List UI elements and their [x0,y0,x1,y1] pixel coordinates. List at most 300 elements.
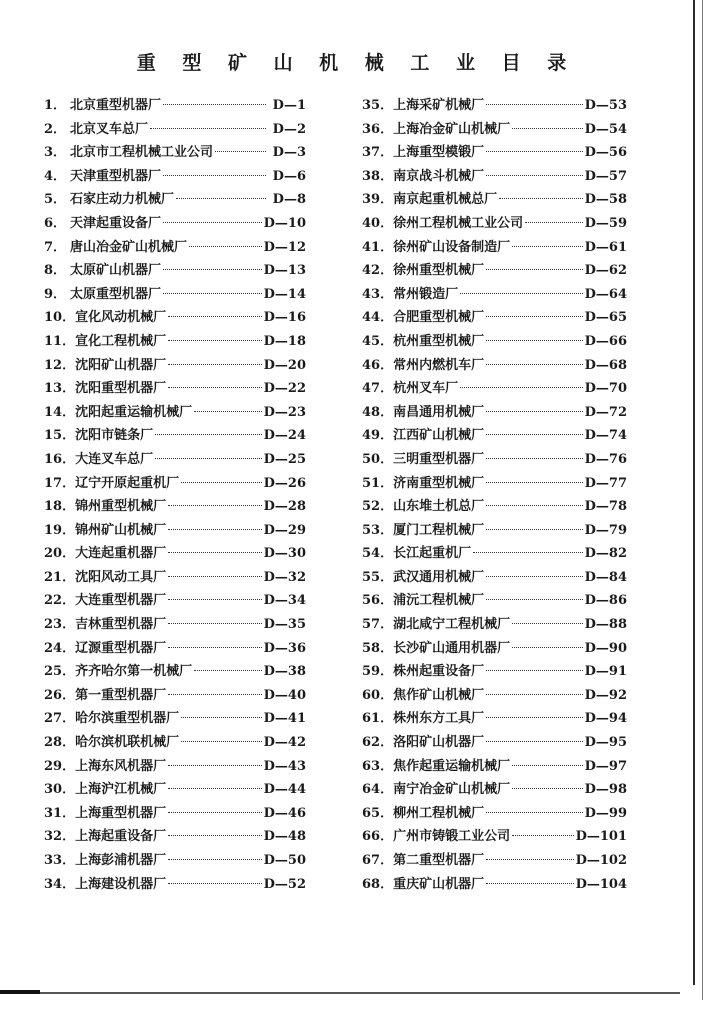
entry-number: 6． [44,215,67,231]
toc-entry [44,802,306,826]
entry-company-name: 辽源重型机器厂 [75,640,167,656]
entry-number: 16． [44,451,76,467]
toc-entry [362,707,627,731]
entry-number: 7． [44,239,67,255]
entry-company-name: 上海重型模锻厂 [393,145,485,161]
entry-page-code: D—92 [584,687,627,703]
entry-company-name: 太原矿山机器厂 [70,263,162,279]
entry-company-name: 合肥重型机械厂 [393,310,485,326]
entry-page-code: D—57 [584,168,627,184]
entry-number: 8． [44,263,67,279]
scan-bottom-line [40,992,680,994]
entry-company-name: 长沙矿山通用机器厂 [393,640,511,656]
entry-page-code: D—3 [272,145,306,161]
entry-company-name: 齐齐哈尔第一机械厂 [75,664,193,680]
dot-leader [486,812,583,813]
entry-number: 38． [362,168,394,184]
toc-entry [362,802,627,826]
dot-leader [512,765,583,766]
entry-page-code: D—79 [584,522,627,538]
entry-company-name: 上海沪江机械厂 [75,782,167,798]
toc-entry [362,141,627,165]
toc-entry [362,94,627,118]
dot-leader [486,505,583,506]
entry-company-name: 常州内燃机车厂 [393,357,485,373]
toc-entry [44,637,306,661]
entry-number: 10． [44,310,76,326]
entry-company-name: 南京起重机械总厂 [393,192,498,208]
entry-number: 15． [44,428,76,444]
dot-leader [163,222,262,223]
dot-leader [486,599,583,600]
dot-leader [512,623,583,624]
entry-number: 31． [44,805,76,821]
entry-company-name: 北京叉车总厂 [70,121,149,137]
entry-page-code: D—88 [584,617,627,633]
toc-entry [362,236,627,260]
entry-number: 67． [362,853,394,868]
dot-leader [486,269,583,270]
dot-leader [155,434,262,435]
entry-company-name: 洛阳矿山机器厂 [393,735,485,751]
dot-leader [473,552,583,553]
entry-company-name: 天津起重设备厂 [70,215,162,231]
entry-company-name: 沈阳重型机器厂 [75,381,167,397]
toc-entry [362,684,627,708]
entry-number: 60． [362,687,394,703]
dot-leader [486,883,573,884]
dot-leader [168,835,262,836]
entry-company-name: 第二重型机器厂 [393,853,485,868]
toc-entry [44,259,306,283]
dot-leader [486,859,573,860]
entry-number: 28． [44,735,76,751]
toc-entry [362,118,627,142]
toc-entry [362,377,627,401]
entry-number: 53． [362,522,394,538]
entry-page-code: D—70 [584,381,627,397]
entry-company-name: 浦沅工程机械厂 [393,593,485,609]
entry-number: 14． [44,404,76,420]
dot-leader [168,883,262,884]
dot-leader [486,434,583,435]
entry-page-code: D—10 [263,215,306,231]
entry-number: 68． [362,876,394,892]
entry-company-name: 上海重型机器厂 [75,805,167,821]
entry-company-name: 北京市工程机械工业公司 [70,145,214,161]
entry-number: 25． [44,664,76,680]
entry-page-code: D—12 [263,239,306,255]
entry-company-name: 锦州矿山机械厂 [75,522,167,538]
entry-number: 55． [362,569,394,585]
entry-number: 45． [362,333,394,349]
entry-page-code: D—36 [263,640,306,656]
entry-number: 27． [44,711,76,727]
entry-company-name: 沈阳矿山机器厂 [75,357,167,373]
entry-number: 56． [362,593,394,609]
entry-company-name: 山东堆土机总厂 [393,499,485,515]
entry-page-code: D—91 [584,664,627,680]
toc-entry [44,118,306,142]
toc-entry [362,283,627,307]
dot-leader [176,198,266,199]
dot-leader [163,104,266,105]
toc-entry [44,424,306,448]
dot-leader [460,387,583,388]
entry-page-code: D—74 [584,428,627,444]
entry-company-name: 锦州重型机械厂 [75,499,167,515]
entry-company-name: 徐州工程机械工业公司 [393,215,524,231]
entry-company-name: 石家庄动力机械厂 [70,192,175,208]
toc-entry [362,401,627,425]
entry-number: 1． [44,98,67,113]
dot-leader [181,482,262,483]
entry-number: 4． [44,168,67,184]
entry-page-code: D—72 [584,404,627,420]
dot-leader [168,387,262,388]
dot-leader [486,694,583,695]
dot-leader [486,175,583,176]
entry-page-code: D—76 [584,451,627,467]
toc-entry [44,825,306,849]
entry-number: 43． [362,286,394,302]
dot-leader [486,741,583,742]
entry-page-code: D—50 [263,853,306,868]
entry-page-code: D—42 [263,735,306,751]
page-title: 重 型 矿 山 机 械 工 业 目 录 [136,52,577,74]
dot-leader [150,128,266,129]
toc-entry [44,141,306,165]
entry-number: 23． [44,617,76,633]
entry-number: 64． [362,782,394,798]
toc-entry [362,188,627,212]
entry-number: 33． [44,853,76,868]
toc-entry [44,401,306,425]
toc-entry [362,613,627,637]
toc-entry [362,330,627,354]
toc-entry [362,825,627,849]
entry-page-code: D—26 [263,475,306,491]
entry-page-code: D—98 [584,782,627,798]
entry-number: 52． [362,499,394,515]
toc-entry [44,236,306,260]
entry-number: 46． [362,357,394,373]
toc-entry [362,542,627,566]
dot-leader [486,104,583,105]
entry-page-code: D—18 [263,333,306,349]
entry-page-code: D—68 [584,357,627,373]
toc-entry [44,873,306,897]
entry-company-name: 上海起重设备厂 [75,829,167,845]
dot-leader [486,670,583,671]
entry-page-code: D—77 [584,475,627,491]
entry-company-name: 哈尔滨机联机械厂 [75,735,180,751]
entry-number: 26． [44,687,76,703]
entry-page-code: D—59 [584,215,627,231]
entry-number: 18． [44,499,76,515]
entry-page-code: D—24 [263,428,306,444]
dot-leader [163,293,262,294]
entry-company-name: 大连起重机器厂 [75,546,167,562]
toc-entry [362,755,627,779]
dot-leader [499,198,583,199]
page-binding-edge-outer [702,0,703,1000]
dot-leader [486,316,583,317]
dot-leader [486,717,583,718]
dot-leader [168,340,262,341]
entry-number: 42． [362,263,394,279]
toc-entry [362,212,627,236]
entry-number: 2． [44,121,67,137]
entry-page-code: D—40 [263,687,306,703]
entry-company-name: 上海冶金矿山机械厂 [393,121,511,137]
entry-company-name: 徐州矿山设备制造厂 [393,239,511,255]
entry-number: 20． [44,546,76,562]
toc-entry [44,707,306,731]
entry-company-name: 济南重型机械厂 [393,475,485,491]
entry-page-code: D—1 [272,98,306,113]
dot-leader [486,411,583,412]
dot-leader [168,788,262,789]
entry-page-code: D—66 [584,333,627,349]
toc-entry [44,472,306,496]
entry-page-code: D—104 [575,876,627,892]
toc-entry [44,519,306,543]
entry-page-code: D—38 [263,664,306,680]
entry-company-name: 第一重型机器厂 [75,687,167,703]
entry-number: 13． [44,381,76,397]
toc-entry [362,495,627,519]
dot-leader [168,364,262,365]
entry-page-code: D—46 [263,805,306,821]
entry-page-code: D—41 [263,711,306,727]
entry-company-name: 沈阳起重运输机械厂 [75,404,193,420]
toc-entry [44,94,306,118]
entry-company-name: 徐州重型机械厂 [393,263,485,279]
entry-page-code: D—102 [575,853,627,868]
dot-leader [168,647,262,648]
entry-page-code: D—62 [584,263,627,279]
entry-number: 57． [362,617,394,633]
entry-number: 54． [362,546,394,562]
entry-company-name: 大连叉车总厂 [75,451,154,467]
toc-entry [362,354,627,378]
toc-entry [44,778,306,802]
entry-page-code: D—99 [584,805,627,821]
dot-leader [168,694,262,695]
entry-company-name: 吉林重型机器厂 [75,617,167,633]
entry-page-code: D—29 [263,522,306,538]
toc-entry [362,731,627,755]
toc-entry [362,849,627,873]
entry-page-code: D—2 [272,121,306,137]
toc-entry [44,188,306,212]
entry-number: 9． [44,286,67,302]
dot-leader [486,576,583,577]
entry-page-code: D—35 [263,617,306,633]
entry-page-code: D—101 [575,829,627,845]
toc-entry [44,613,306,637]
dot-leader [168,552,262,553]
page-binding-edge [693,0,695,985]
entry-company-name: 常州锻造厂 [393,286,459,302]
entry-number: 12． [44,357,76,373]
dot-leader [486,529,583,530]
entry-number: 3． [44,145,67,161]
dot-leader [512,128,583,129]
entry-company-name: 长江起重机厂 [393,546,472,562]
entry-number: 36． [362,121,394,137]
entry-number: 24． [44,640,76,656]
toc-entry [362,566,627,590]
dot-leader [163,175,266,176]
toc-entry [44,283,306,307]
entry-number: 59． [362,664,394,680]
entry-number: 22． [44,593,76,609]
toc-entry [44,354,306,378]
toc-entry [44,377,306,401]
entry-page-code: D—97 [584,758,627,774]
entry-page-code: D—58 [584,192,627,208]
dot-leader [194,411,262,412]
toc-entry [44,731,306,755]
entry-number: 32． [44,829,76,845]
entry-number: 39． [362,192,394,208]
dot-leader [215,151,266,152]
entry-company-name: 广州市铸锻工业公司 [393,829,511,845]
entry-company-name: 厦门工程机械厂 [393,522,485,538]
entry-company-name: 沈阳市链条厂 [75,428,154,444]
entry-page-code: D—16 [263,310,306,326]
entry-page-code: D—94 [584,711,627,727]
dot-leader [181,717,262,718]
entry-company-name: 大连重型机器厂 [75,593,167,609]
entry-company-name: 北京重型机器厂 [70,98,162,113]
entry-page-code: D—86 [584,593,627,609]
entry-page-code: D—32 [263,569,306,585]
entry-company-name: 太原重型机器厂 [70,286,162,302]
toc-entry [44,448,306,472]
toc-entry [44,684,306,708]
entry-number: 49． [362,428,394,444]
toc-entry [362,448,627,472]
entry-page-code: D—82 [584,546,627,562]
entry-page-code: D—23 [263,404,306,420]
entry-number: 41． [362,239,394,255]
entry-number: 35． [362,98,394,113]
entry-page-code: D—56 [584,145,627,161]
entry-company-name: 杭州重型机械厂 [393,333,485,349]
entry-company-name: 南昌通用机械厂 [393,404,485,420]
dot-leader [168,812,262,813]
entry-number: 29． [44,758,76,774]
dot-leader [512,246,583,247]
entry-company-name: 江西矿山机械厂 [393,428,485,444]
entry-page-code: D—30 [263,546,306,562]
toc-entry [362,306,627,330]
entry-number: 17． [44,475,76,491]
toc-entry [44,660,306,684]
dot-leader [168,623,262,624]
entry-company-name: 天津重型机器厂 [70,168,162,184]
dot-leader [168,529,262,530]
entry-page-code: D—20 [263,357,306,373]
entry-number: 30． [44,782,76,798]
toc-entry [44,589,306,613]
entry-company-name: 沈阳风动工具厂 [75,569,167,585]
entry-company-name: 唐山冶金矿山机械厂 [70,239,188,255]
toc-entry [362,660,627,684]
entry-page-code: D—52 [263,876,306,892]
entry-company-name: 焦作矿山机械厂 [393,687,485,703]
entry-company-name: 三明重型机器厂 [393,451,485,467]
entry-page-code: D—78 [584,499,627,515]
entry-page-code: D—34 [263,593,306,609]
toc-entry [44,306,306,330]
dot-leader [168,859,262,860]
entry-page-code: D—44 [263,782,306,798]
entry-company-name: 株州起重设备厂 [393,664,485,680]
dot-leader [486,340,583,341]
dot-leader [486,151,583,152]
entry-company-name: 上海建设机器厂 [75,876,167,892]
entry-company-name: 上海彭浦机器厂 [75,853,167,868]
entry-page-code: D—53 [584,98,627,113]
entry-number: 37． [362,145,394,161]
toc-entry [44,755,306,779]
dot-leader [155,458,262,459]
entry-company-name: 重庆矿山机器厂 [393,876,485,892]
toc-entry [44,495,306,519]
dot-leader [486,364,583,365]
toc-entry [44,542,306,566]
toc-column-left [44,94,306,896]
entry-number: 5． [44,192,67,208]
entry-number: 21． [44,569,76,585]
entry-company-name: 辽宁开原起重机厂 [75,475,180,491]
toc-entry [44,330,306,354]
entry-number: 66． [362,829,394,845]
entry-page-code: D—95 [584,735,627,751]
entry-number: 58． [362,640,394,656]
dot-leader [460,293,583,294]
dot-leader [189,246,262,247]
toc-entry [44,849,306,873]
entry-number: 61． [362,711,394,727]
entry-company-name: 南宁冶金矿山机械厂 [393,782,511,798]
dot-leader [168,505,262,506]
toc-entry [362,873,627,897]
entry-company-name: 杭州叉车厂 [393,381,459,397]
dot-leader [512,835,573,836]
scan-bottom-mark [0,990,40,994]
dot-leader [512,647,583,648]
entry-company-name: 宣化工程机械厂 [75,333,167,349]
entry-page-code: D—6 [272,168,306,184]
entry-page-code: D—84 [584,569,627,585]
dot-leader [168,765,262,766]
entry-page-code: D—43 [263,758,306,774]
toc-entry [362,259,627,283]
entry-number: 40． [362,215,394,231]
entry-number: 44． [362,310,394,326]
toc-entry [362,472,627,496]
entry-company-name: 上海东风机器厂 [75,758,167,774]
entry-company-name: 武汉通用机械厂 [393,569,485,585]
entry-company-name: 湖北咸宁工程机械厂 [393,617,511,633]
entry-number: 47． [362,381,394,397]
entry-number: 50． [362,451,394,467]
